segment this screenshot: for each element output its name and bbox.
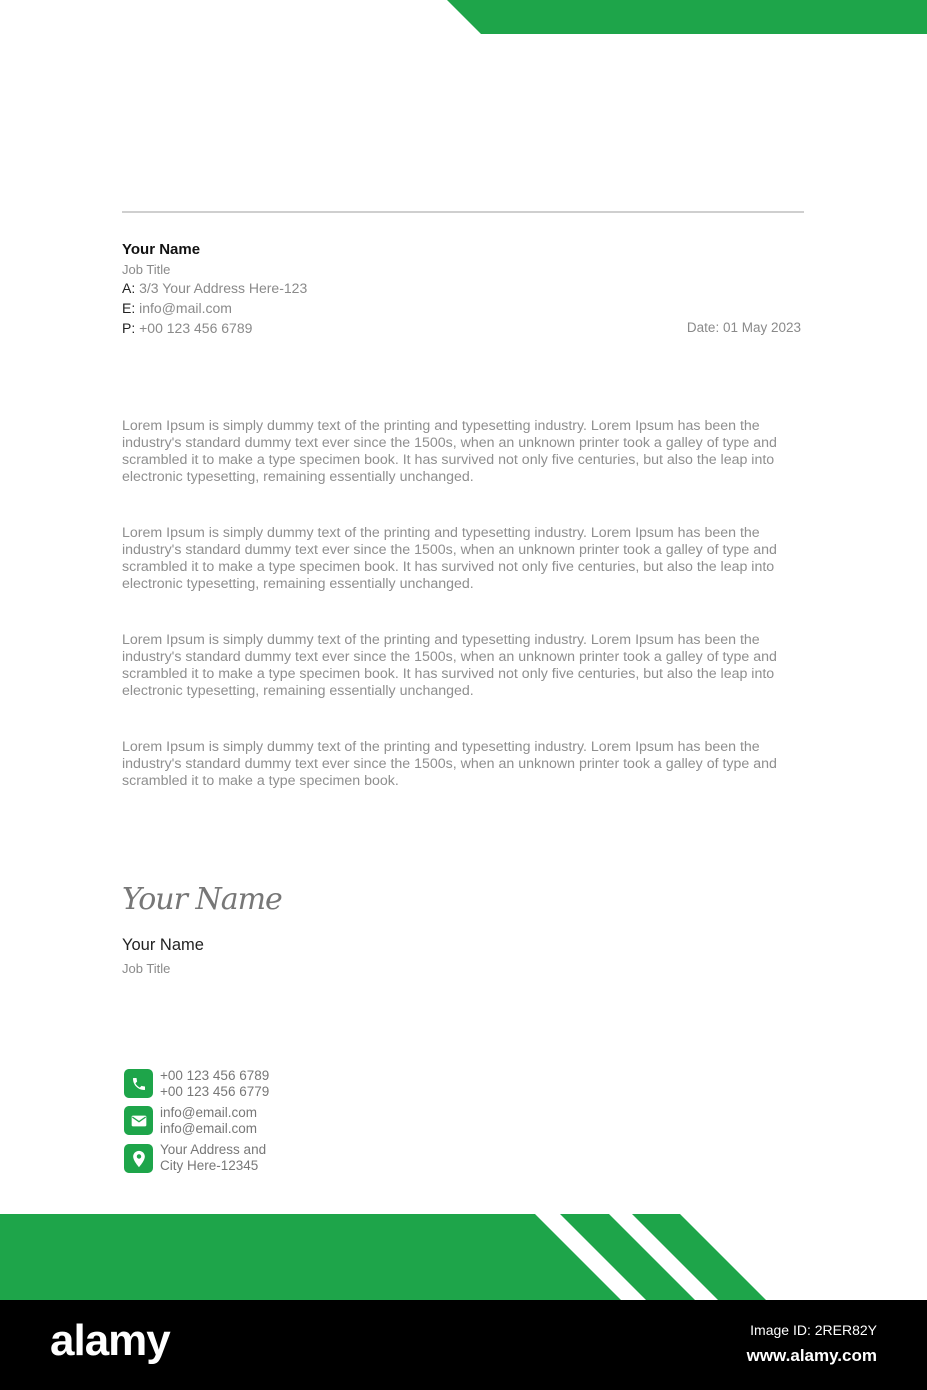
contact-address-line-1: Your Address and bbox=[160, 1142, 267, 1157]
contact-phone-2: +00 123 456 6779 bbox=[160, 1083, 270, 1099]
header-divider bbox=[122, 211, 804, 213]
sender-email: info@mail.com bbox=[139, 300, 232, 316]
sender-email-line bbox=[122, 300, 232, 316]
contact-address bbox=[160, 1142, 266, 1173]
contact-email-2: info@email.com bbox=[160, 1120, 257, 1136]
contact-phone-1: +00 123 456 6789 bbox=[160, 1068, 270, 1083]
contact-email-1: info@email.com bbox=[160, 1105, 257, 1120]
signature-name: Your Name bbox=[122, 936, 204, 954]
sender-name: Your Name bbox=[122, 241, 201, 258]
body-paragraph: Lorem Ipsum is simply dummy text of the printing and typesetting industry. Lorem Ipsum has been the industry's standard dummy text ever since the 1500s, when an unknown printer took a galley of type and scrambled it to make a type specimen book. bbox=[122, 739, 777, 789]
phone-icon bbox=[124, 1069, 153, 1098]
sender-address-line bbox=[122, 280, 307, 296]
sender-job-title: Job Title bbox=[122, 262, 171, 277]
location-pin-icon bbox=[124, 1144, 153, 1173]
body-paragraph: Lorem Ipsum is simply dummy text of the printing and typesetting industry. Lorem Ipsum has been the industry's standard dummy text ever since the 1500s, when an unknown printer took a galley of type and scrambled it to make a type specimen book. It has survived not only five centuries, but also the leap into electronic typesetting, remaining essentially unchanged. bbox=[122, 418, 777, 485]
contact-phones bbox=[160, 1068, 269, 1099]
bottom-accent-band bbox=[0, 1214, 927, 1300]
top-accent-band bbox=[0, 0, 927, 36]
image-id: Image ID: 2RER82Y bbox=[750, 1322, 877, 1338]
contact-emails bbox=[160, 1105, 257, 1136]
signature-script: Your Name bbox=[122, 882, 282, 917]
site-url: www.alamy.com bbox=[746, 1346, 877, 1365]
address-key: A: bbox=[122, 280, 136, 296]
mail-icon bbox=[124, 1106, 153, 1135]
phone-key: P: bbox=[122, 320, 136, 336]
email-key: E: bbox=[122, 300, 136, 316]
contact-address-line-2: City Here-12345 bbox=[160, 1157, 259, 1173]
sender-phone: +00 123 456 6789 bbox=[139, 320, 253, 336]
alamy-logo: alamy bbox=[50, 1316, 170, 1365]
body-paragraph: Lorem Ipsum is simply dummy text of the printing and typesetting industry. Lorem Ipsum has been the industry's standard dummy text ever since the 1500s, when an unknown printer took a galley of type and scrambled it to make a type specimen book. It has survived not only five centuries, but also the leap into electronic typesetting, remaining essentially unchanged. bbox=[122, 525, 777, 592]
sender-phone-line bbox=[122, 320, 252, 336]
signature-job-title: Job Title bbox=[122, 961, 171, 976]
body-paragraph: Lorem Ipsum is simply dummy text of the printing and typesetting industry. Lorem Ipsum has been the industry's standard dummy text ever since the 1500s, when an unknown printer took a galley of type and scrambled it to make a type specimen book. It has survived not only five centuries, but also the leap into electronic typesetting, remaining essentially unchanged. bbox=[122, 632, 777, 699]
letter-date: Date: 01 May 2023 bbox=[686, 320, 801, 335]
sender-address: 3/3 Your Address Here-123 bbox=[139, 280, 308, 296]
